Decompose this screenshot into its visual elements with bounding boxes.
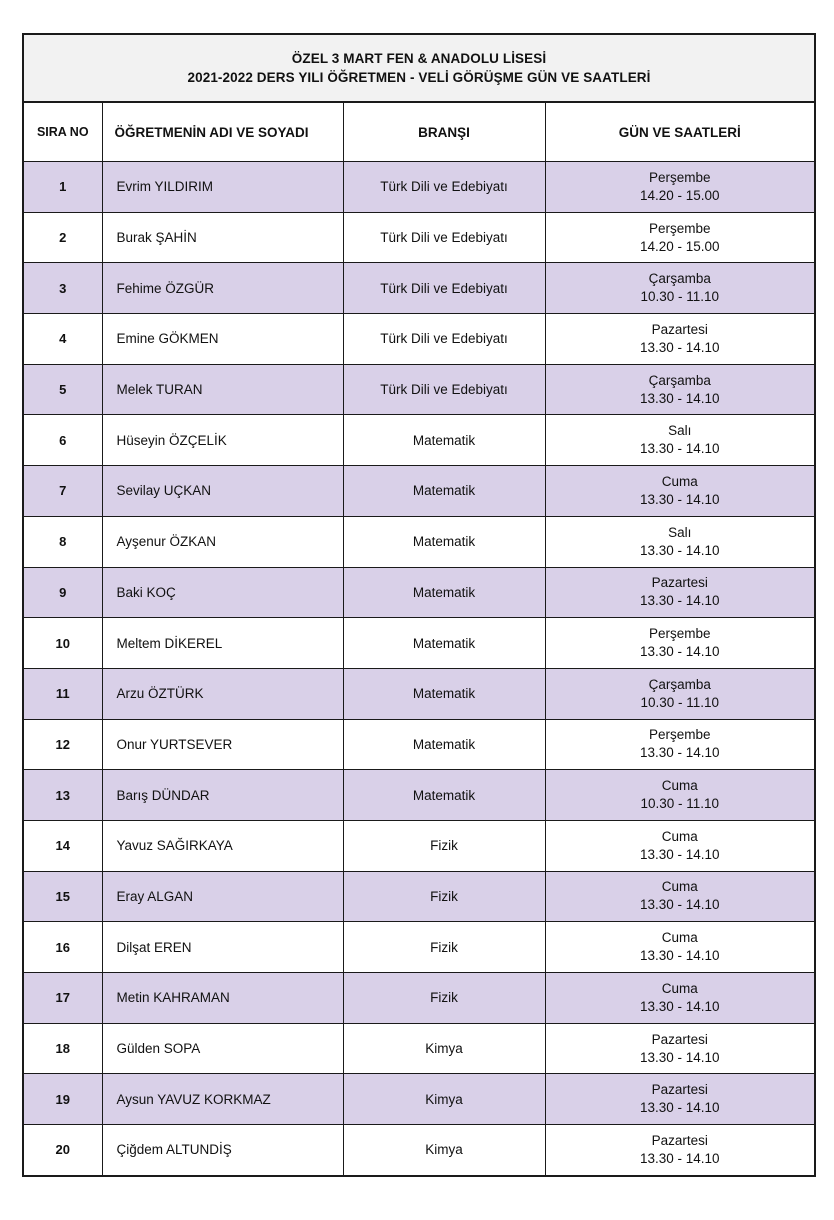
teacher-branch: Türk Dili ve Edebiyatı <box>343 364 545 415</box>
teacher-branch: Türk Dili ve Edebiyatı <box>343 162 545 213</box>
meeting-day: Pazartesi <box>651 321 708 337</box>
row-number: 18 <box>24 1023 102 1074</box>
teacher-branch: Kimya <box>343 1125 545 1175</box>
meeting-hours: 10.30 - 11.10 <box>640 694 720 710</box>
row-number: 8 <box>24 516 102 567</box>
teacher-name: Melek TURAN <box>102 364 343 415</box>
meeting-time <box>545 922 814 973</box>
teacher-name: Meltem DİKEREL <box>102 618 343 669</box>
teacher-branch: Matematik <box>343 415 545 466</box>
table-row <box>24 922 814 973</box>
teacher-branch: Matematik <box>343 567 545 618</box>
table-row <box>24 466 814 517</box>
meeting-time <box>545 1074 814 1125</box>
row-number: 20 <box>24 1125 102 1175</box>
meeting-time <box>545 668 814 719</box>
document-header <box>24 35 814 103</box>
meeting-hours: 13.30 - 14.10 <box>639 1100 720 1116</box>
teacher-name: Ayşenur ÖZKAN <box>102 516 343 567</box>
table-row <box>24 871 814 922</box>
teacher-name: Sevilay UÇKAN <box>102 466 343 517</box>
table-row <box>24 973 814 1024</box>
table-row <box>24 1074 814 1125</box>
meeting-hours: 13.30 - 14.10 <box>639 593 720 609</box>
teacher-name: Baki KOÇ <box>102 567 343 618</box>
row-number: 5 <box>24 364 102 415</box>
teacher-name: Emine GÖKMEN <box>102 314 343 365</box>
column-header-time: GÜN VE SAATLERİ <box>545 103 814 162</box>
row-number: 6 <box>24 415 102 466</box>
teacher-name: Dilşat EREN <box>102 922 343 973</box>
meeting-hours: 13.30 - 14.10 <box>639 846 720 862</box>
meeting-day: Pazartesi <box>651 575 708 591</box>
meeting-day: Cuma <box>661 473 698 489</box>
meeting-day: Perşembe <box>648 626 711 642</box>
meeting-day: Cuma <box>661 778 698 794</box>
meeting-time <box>545 314 814 365</box>
teacher-name: Yavuz SAĞIRKAYA <box>102 820 343 871</box>
table-row <box>24 364 814 415</box>
row-number: 14 <box>24 820 102 871</box>
teacher-branch: Matematik <box>343 668 545 719</box>
teacher-name: Eray ALGAN <box>102 871 343 922</box>
meeting-day: Perşembe <box>648 220 711 236</box>
meeting-day: Salı <box>668 524 692 540</box>
teacher-branch: Kimya <box>343 1023 545 1074</box>
teacher-branch: Fizik <box>343 820 545 871</box>
meeting-day: Çarşamba <box>648 271 711 287</box>
teacher-branch: Fizik <box>343 871 545 922</box>
meeting-hours: 14.20 - 15.00 <box>639 187 720 203</box>
meeting-time <box>545 973 814 1024</box>
meeting-time <box>545 212 814 263</box>
table-row <box>24 162 814 213</box>
meeting-day: Cuma <box>661 930 698 946</box>
column-header-branch: BRANŞI <box>343 103 545 162</box>
meeting-day: Pazartesi <box>651 1082 708 1098</box>
meeting-hours: 13.30 - 14.10 <box>639 542 720 558</box>
teacher-branch: Matematik <box>343 466 545 517</box>
meeting-time <box>545 618 814 669</box>
teacher-name: Çiğdem ALTUNDİŞ <box>102 1125 343 1175</box>
meeting-time <box>545 719 814 770</box>
teacher-branch: Matematik <box>343 770 545 821</box>
meeting-day: Perşembe <box>648 727 711 743</box>
meeting-hours: 13.30 - 14.10 <box>639 1150 720 1166</box>
meeting-time <box>545 415 814 466</box>
teacher-branch: Matematik <box>343 618 545 669</box>
meeting-time <box>545 162 814 213</box>
meeting-hours: 14.20 - 15.00 <box>639 238 720 254</box>
row-number: 3 <box>24 263 102 314</box>
table-row <box>24 1023 814 1074</box>
table-row <box>24 668 814 719</box>
meeting-hours: 13.30 - 14.10 <box>639 948 720 964</box>
table-row <box>24 1125 814 1175</box>
teacher-branch: Türk Dili ve Edebiyatı <box>343 263 545 314</box>
table-row <box>24 820 814 871</box>
teacher-branch: Matematik <box>343 516 545 567</box>
table-row <box>24 618 814 669</box>
row-number: 16 <box>24 922 102 973</box>
teacher-branch: Kimya <box>343 1074 545 1125</box>
school-name: ÖZEL 3 MART FEN & ANADOLU LİSESİ <box>291 51 547 66</box>
meeting-hours: 13.30 - 14.10 <box>639 390 720 406</box>
teacher-name: Evrim YILDIRIM <box>102 162 343 213</box>
meeting-day: Cuma <box>661 980 698 996</box>
meeting-hours: 10.30 - 11.10 <box>640 796 720 812</box>
teacher-name: Arzu ÖZTÜRK <box>102 668 343 719</box>
meeting-hours: 13.30 - 14.10 <box>639 339 720 355</box>
teacher-branch: Türk Dili ve Edebiyatı <box>343 314 545 365</box>
teacher-branch: Matematik <box>343 719 545 770</box>
row-number: 1 <box>24 162 102 213</box>
meeting-hours: 13.30 - 14.10 <box>639 644 720 660</box>
row-number: 9 <box>24 567 102 618</box>
teacher-name: Barış DÜNDAR <box>102 770 343 821</box>
meeting-time <box>545 1023 814 1074</box>
teacher-branch: Türk Dili ve Edebiyatı <box>343 212 545 263</box>
meeting-day: Cuma <box>661 879 698 895</box>
row-number: 17 <box>24 973 102 1024</box>
teacher-name: Gülden SOPA <box>102 1023 343 1074</box>
table-row <box>24 314 814 365</box>
document-title: 2021-2022 DERS YILI ÖĞRETMEN - VELİ GÖRÜŞME GÜN VE SAATLERİ <box>187 70 651 85</box>
meeting-day: Pazartesi <box>651 1031 708 1047</box>
meeting-time <box>545 1125 814 1175</box>
teacher-name: Hüseyin ÖZÇELİK <box>102 415 343 466</box>
row-number: 7 <box>24 466 102 517</box>
meeting-time <box>545 871 814 922</box>
row-number: 2 <box>24 212 102 263</box>
meeting-time <box>545 364 814 415</box>
meeting-day: Pazartesi <box>651 1132 708 1148</box>
meeting-hours: 13.30 - 14.10 <box>639 491 720 507</box>
meeting-hours: 13.30 - 14.10 <box>639 441 720 457</box>
meeting-day: Perşembe <box>648 169 711 185</box>
table-body <box>24 162 814 1175</box>
table-row <box>24 770 814 821</box>
meeting-hours: 10.30 - 11.10 <box>640 289 720 305</box>
meeting-time <box>545 263 814 314</box>
column-header-name: ÖĞRETMENİN ADI VE SOYADI <box>102 103 343 162</box>
teacher-name: Metin KAHRAMAN <box>102 973 343 1024</box>
meeting-time <box>545 466 814 517</box>
meeting-time <box>545 820 814 871</box>
meeting-hours: 13.30 - 14.10 <box>639 1049 720 1065</box>
teacher-name: Aysun YAVUZ KORKMAZ <box>102 1074 343 1125</box>
row-number: 13 <box>24 770 102 821</box>
column-header-no: SIRA NO <box>24 103 102 162</box>
table-row <box>24 212 814 263</box>
teacher-name: Burak ŞAHİN <box>102 212 343 263</box>
meeting-hours: 13.30 - 14.10 <box>639 998 720 1014</box>
table-row <box>24 516 814 567</box>
row-number: 4 <box>24 314 102 365</box>
table-row <box>24 263 814 314</box>
meeting-day: Çarşamba <box>648 676 711 692</box>
meeting-time <box>545 516 814 567</box>
schedule-table <box>24 103 814 1175</box>
schedule-sheet <box>22 33 816 1177</box>
meeting-day: Cuma <box>661 828 698 844</box>
row-number: 15 <box>24 871 102 922</box>
meeting-time <box>545 770 814 821</box>
table-row <box>24 415 814 466</box>
row-number: 12 <box>24 719 102 770</box>
meeting-day: Çarşamba <box>648 372 711 388</box>
row-number: 19 <box>24 1074 102 1125</box>
row-number: 11 <box>24 668 102 719</box>
teacher-name: Fehime ÖZGÜR <box>102 263 343 314</box>
meeting-hours: 13.30 - 14.10 <box>639 897 720 913</box>
table-row <box>24 719 814 770</box>
table-header-row <box>24 103 814 162</box>
teacher-name: Onur YURTSEVER <box>102 719 343 770</box>
meeting-time <box>545 567 814 618</box>
meeting-hours: 13.30 - 14.10 <box>639 745 720 761</box>
meeting-day: Salı <box>668 423 692 439</box>
row-number: 10 <box>24 618 102 669</box>
table-row <box>24 567 814 618</box>
teacher-branch: Fizik <box>343 922 545 973</box>
teacher-branch: Fizik <box>343 973 545 1024</box>
